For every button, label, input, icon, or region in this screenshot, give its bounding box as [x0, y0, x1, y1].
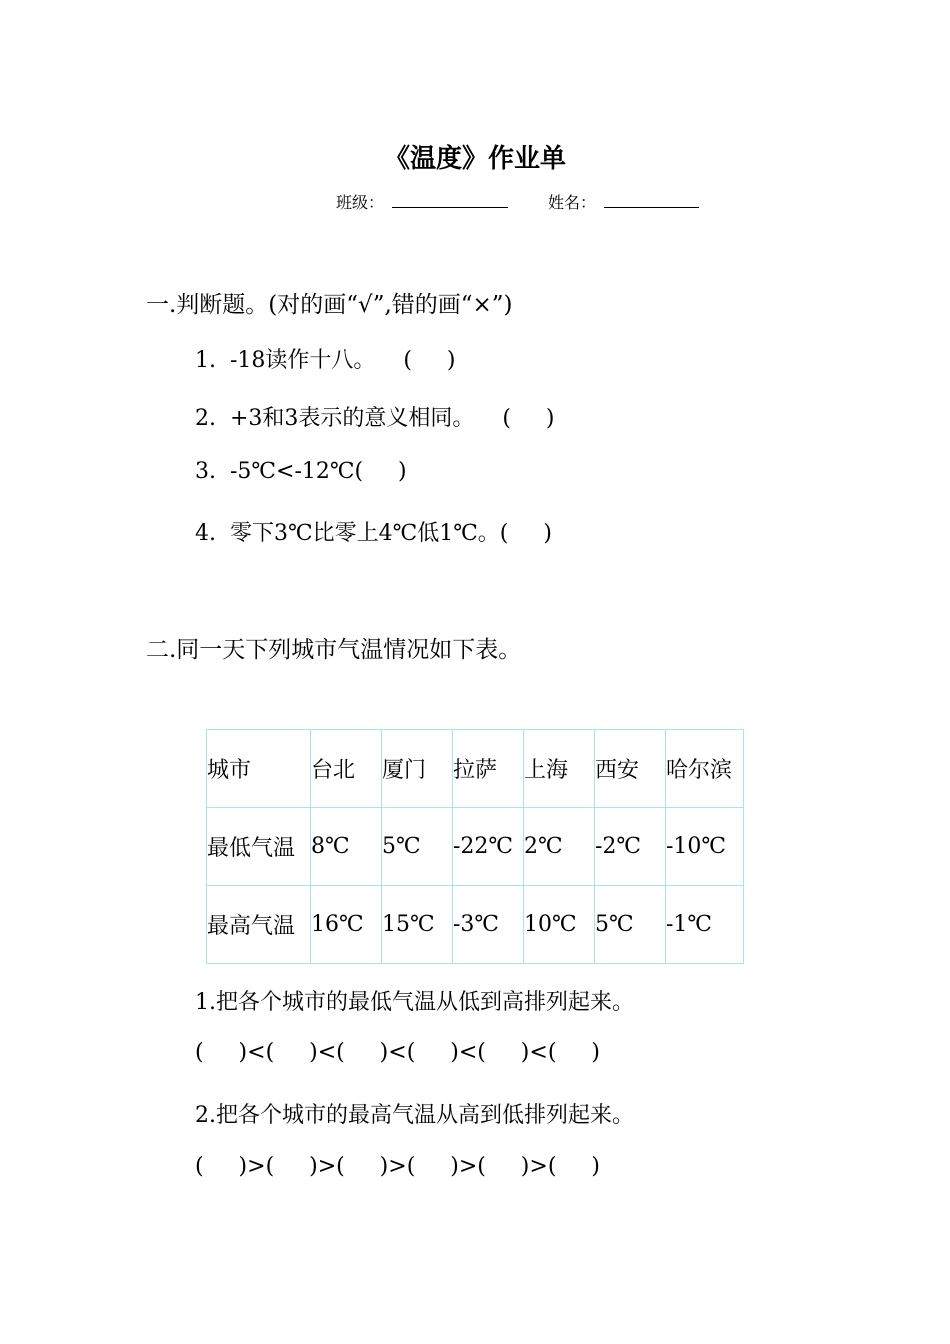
judge-question-3: 3. -5℃<-12℃( ) [195, 459, 407, 484]
judge-question-2: 2. +3和3表示的意义相同。 ( ) [195, 406, 555, 431]
sort-question-1: 1.把各个城市的最低气温从低到高排列起来。 [195, 990, 634, 1015]
table-cell: 2℃ [524, 808, 595, 886]
table-cell: -10℃ [666, 808, 744, 886]
section2-heading: 二.同一天下列城市气温情况如下表。 [146, 637, 522, 663]
table-cell: 台北 [311, 730, 382, 808]
class-blank-line[interactable] [392, 207, 508, 208]
table-cell: 最高气温 [207, 886, 311, 964]
table-row [207, 886, 744, 964]
table-cell: 上海 [524, 730, 595, 808]
sort-blanks-1[interactable]: ( )<( )<( )<( )<( )<( ) [195, 1040, 600, 1065]
table-cell: 15℃ [382, 886, 453, 964]
name-label: 姓名： [548, 193, 597, 212]
table-cell: -22℃ [453, 808, 524, 886]
table-cell: 厦门 [382, 730, 453, 808]
class-label: 班级： [336, 193, 385, 212]
name-blank-line[interactable] [604, 207, 699, 208]
table-cell: 5℃ [382, 808, 453, 886]
temperature-table [206, 729, 744, 964]
table-header-row [207, 730, 744, 808]
table-cell: -2℃ [595, 808, 666, 886]
judge-question-1: 1. -18读作十八。 ( ) [195, 348, 456, 373]
table-cell: -3℃ [453, 886, 524, 964]
table-cell: 8℃ [311, 808, 382, 886]
table-cell: 16℃ [311, 886, 382, 964]
page-title: 《温度》作业单 [383, 144, 566, 174]
sort-question-2: 2.把各个城市的最高气温从高到低排列起来。 [195, 1103, 634, 1128]
table-cell: 哈尔滨 [666, 730, 744, 808]
table-row [207, 808, 744, 886]
sort-blanks-2[interactable]: ( )>( )>( )>( )>( )>( ) [195, 1154, 600, 1179]
table-cell: 最低气温 [207, 808, 311, 886]
section1-heading: 一.判断题。(对的画“√”,错的画“×”) [146, 292, 513, 318]
judge-question-4: 4. 零下3℃比零上4℃低1℃。( ) [195, 521, 552, 546]
table-cell: 西安 [595, 730, 666, 808]
table-cell: 城市 [207, 730, 311, 808]
table-cell: 拉萨 [453, 730, 524, 808]
table-cell: -1℃ [666, 886, 744, 964]
table-cell: 10℃ [524, 886, 595, 964]
table-cell: 5℃ [595, 886, 666, 964]
